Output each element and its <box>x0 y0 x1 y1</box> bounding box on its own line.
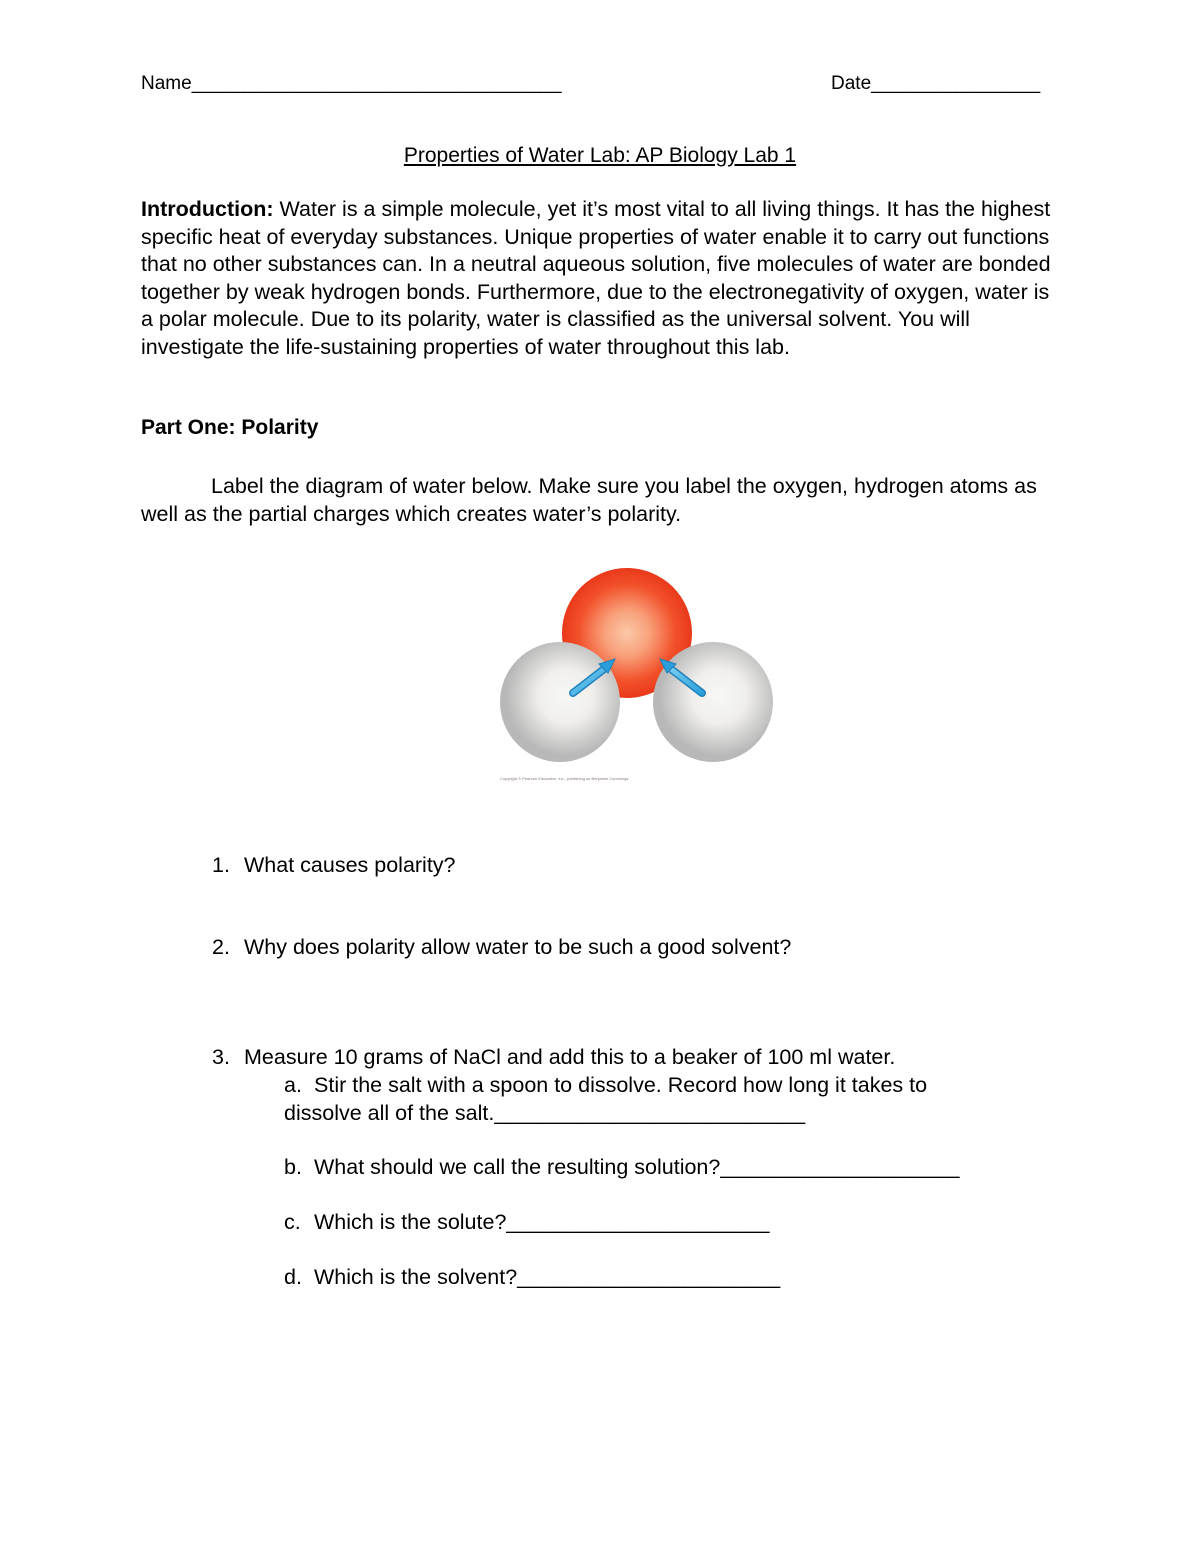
instruction-text: Label the diagram of water below. Make sure you label the oxygen, hydrogen atoms as well as the partial charges which creates water’s polarity. <box>141 474 1037 526</box>
part-one-instruction <box>141 472 1061 528</box>
introduction-label: Introduction: <box>141 197 274 221</box>
name-label: Name <box>141 73 192 94</box>
date-field[interactable] <box>831 73 1040 95</box>
hydrogen-atom-right <box>653 642 773 762</box>
name-blank[interactable]: ___________________________________ <box>191 73 562 94</box>
question-3: 3. Measure 10 grams of NaCl and add this to a beaker of 100 ml water. <box>212 1045 896 1069</box>
water-molecule-diagram <box>495 565 780 790</box>
subquestion-c[interactable]: c. Which is the solute?______________________ <box>284 1210 770 1234</box>
hydrogen-atom-left <box>500 642 620 762</box>
introduction-text: Water is a simple molecule, yet it’s most vital to all living things. It has the highest specific heat of everyday substances. Unique properties of water enable it to carry out functions that no other substances can. In a neutral aqueous solution, five molecules of water are bonded together by weak hydrogen bonds. Furthermore, due to the electronegativity of oxygen, water is a polar molecule. Due to its polarity, water is classified as the universal solvent. You will investigate the life-sustaining properties of water throughout this lab. <box>141 197 1051 359</box>
date-blank[interactable]: ________________ <box>871 73 1041 94</box>
name-field[interactable] <box>141 73 562 95</box>
introduction-paragraph <box>141 196 1066 361</box>
subquestion-a[interactable]: a. Stir the salt with a spoon to dissolve. Record how long it takes to dissolve all of the salt.__________________________ <box>284 1073 928 1125</box>
page-title: Properties of Water Lab: AP Biology Lab 1 <box>403 144 797 167</box>
subquestion-d[interactable]: d. Which is the solvent?______________________ <box>284 1265 781 1289</box>
diagram-copyright: Copyright © Pearson Education, Inc., publishing as Benjamin Cummings. <box>500 776 630 781</box>
question-2: 2. Why does polarity allow water to be such a good solvent? <box>212 935 792 959</box>
date-label: Date <box>831 73 872 94</box>
subquestion-b[interactable]: b. What should we call the resulting solution?____________________ <box>284 1155 960 1179</box>
question-1: 1. What causes polarity? <box>212 853 456 877</box>
section-heading-part-one: Part One: Polarity <box>141 416 319 439</box>
